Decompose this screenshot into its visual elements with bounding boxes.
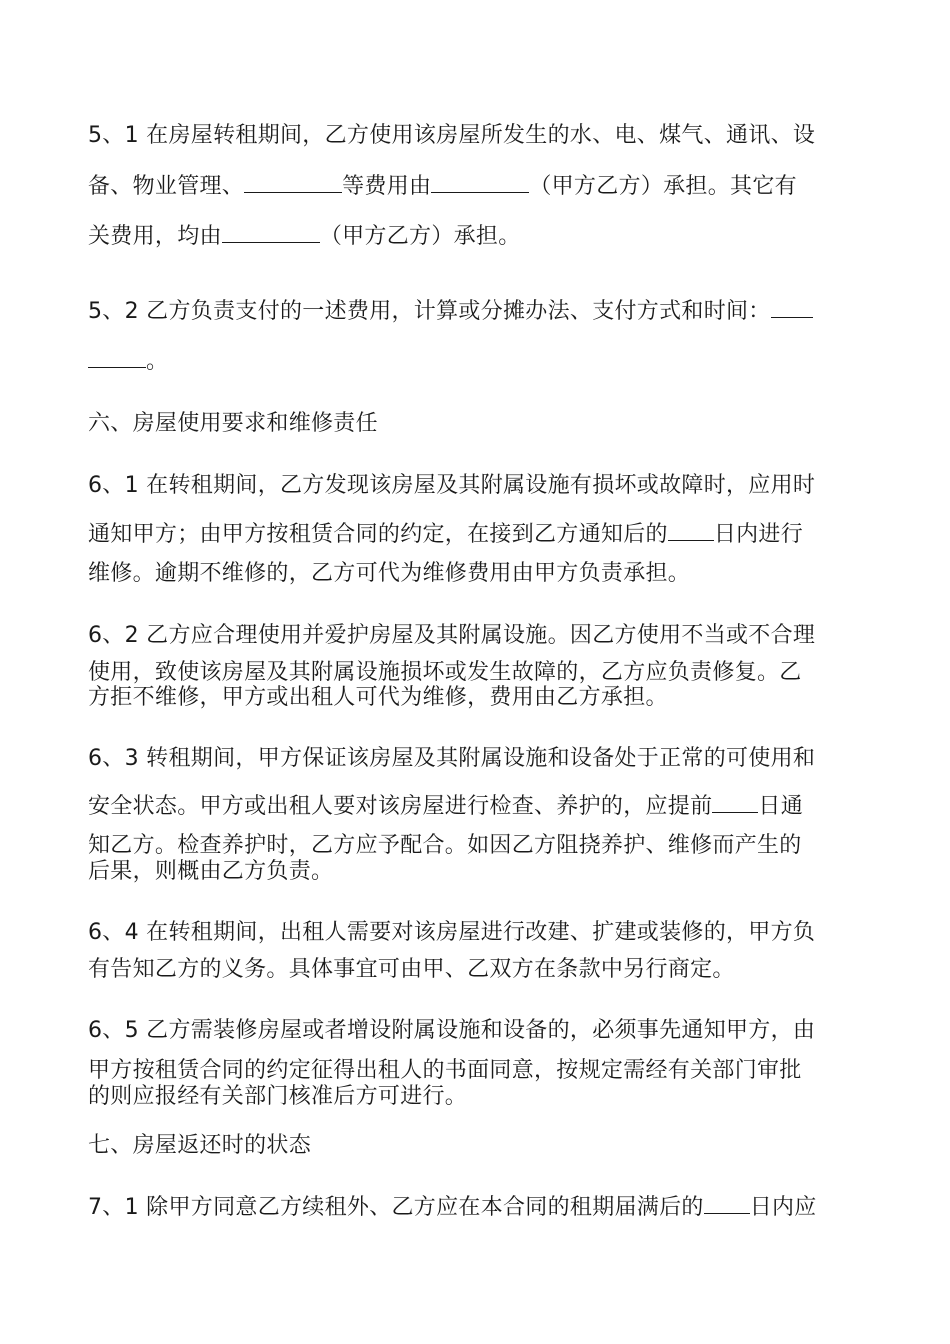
clause-5-2-line-1: 5、2 乙方负责支付的一述费用，计算或分摊办法、支付方式和时间： [88, 297, 863, 327]
clause-6-3-line-4: 后果，则概由乙方负责。 [88, 859, 334, 884]
fill-blank[interactable] [88, 349, 146, 368]
clause-6-2-line-1: 6、2 乙方应合理使用并爱护房屋及其附属设施。因乙方使用不当或不合理 [88, 623, 816, 648]
section-6-heading: 六、房屋使用要求和维修责任 [88, 411, 378, 436]
section-7-heading: 七、房屋返还时的状态 [88, 1133, 312, 1158]
fill-blank[interactable] [222, 224, 320, 243]
clause-5-1-line-1: 5、1 在房屋转租期间，乙方使用该房屋所发生的水、电、煤气、通讯、设 [88, 123, 816, 148]
clause-6-4-line-2: 有告知乙方的义务。具体事宜可由甲、乙双方在条款中另行商定。 [88, 957, 735, 982]
clause-6-2-line-3: 方拒不维修，甲方或出租人可代为维修，费用由乙方承担。 [88, 685, 668, 710]
fill-blank[interactable] [431, 174, 529, 193]
fill-blank[interactable] [712, 794, 758, 813]
clause-5-2-line-2: 。 [88, 347, 863, 377]
clause-7-1-line-1: 7、1 除甲方同意乙方续租外、乙方应在本合同的租期届满后的 日内应 [88, 1195, 817, 1220]
clause-5-1-line-3: 关费用，均由 （甲方乙方）承担。 [88, 224, 521, 249]
clause-6-5-line-2: 甲方按租赁合同的约定征得出租人的书面同意，按规定需经有关部门审批 [88, 1058, 802, 1083]
clause-6-4-line-1: 6、4 在转租期间，出租人需要对该房屋进行改建、扩建或装修的，甲方负 [88, 920, 816, 945]
fill-blank[interactable] [244, 174, 342, 193]
clause-6-5-line-3: 的则应报经有关部门核准后方可进行。 [88, 1084, 468, 1109]
clause-6-1-line-3: 维修。逾期不维修的，乙方可代为维修费用由甲方负责承担。 [88, 561, 691, 586]
clause-6-2-line-2: 使用，致使该房屋及其附属设施损坏或发生故障的，乙方应负责修复。乙 [88, 660, 802, 685]
clause-6-3-line-2: 安全状态。甲方或出租人要对该房屋进行检查、养护的，应提前 日通 [88, 794, 804, 819]
clause-5-1-line-2: 备、物业管理、 等费用由 （甲方乙方）承担。其它有 [88, 174, 797, 199]
clause-6-1-line-2: 通知甲方；由甲方按租赁合同的约定，在接到乙方通知后的 日内进行 [88, 522, 804, 547]
clause-6-3-line-1: 6、3 转租期间，甲方保证该房屋及其附属设施和设备处于正常的可使用和 [88, 746, 816, 771]
clause-6-5-line-1: 6、5 乙方需装修房屋或者增设附属设施和设备的，必须事先通知甲方，由 [88, 1018, 816, 1043]
fill-blank[interactable] [771, 299, 813, 318]
fill-blank[interactable] [668, 522, 714, 541]
fill-blank[interactable] [704, 1195, 750, 1214]
clause-6-3-line-3: 知乙方。检查养护时，乙方应予配合。如因乙方阻挠养护、维修而产生的 [88, 833, 802, 858]
clause-6-1-line-1: 6、1 在转租期间，乙方发现该房屋及其附属设施有损坏或故障时，应用时 [88, 473, 816, 498]
